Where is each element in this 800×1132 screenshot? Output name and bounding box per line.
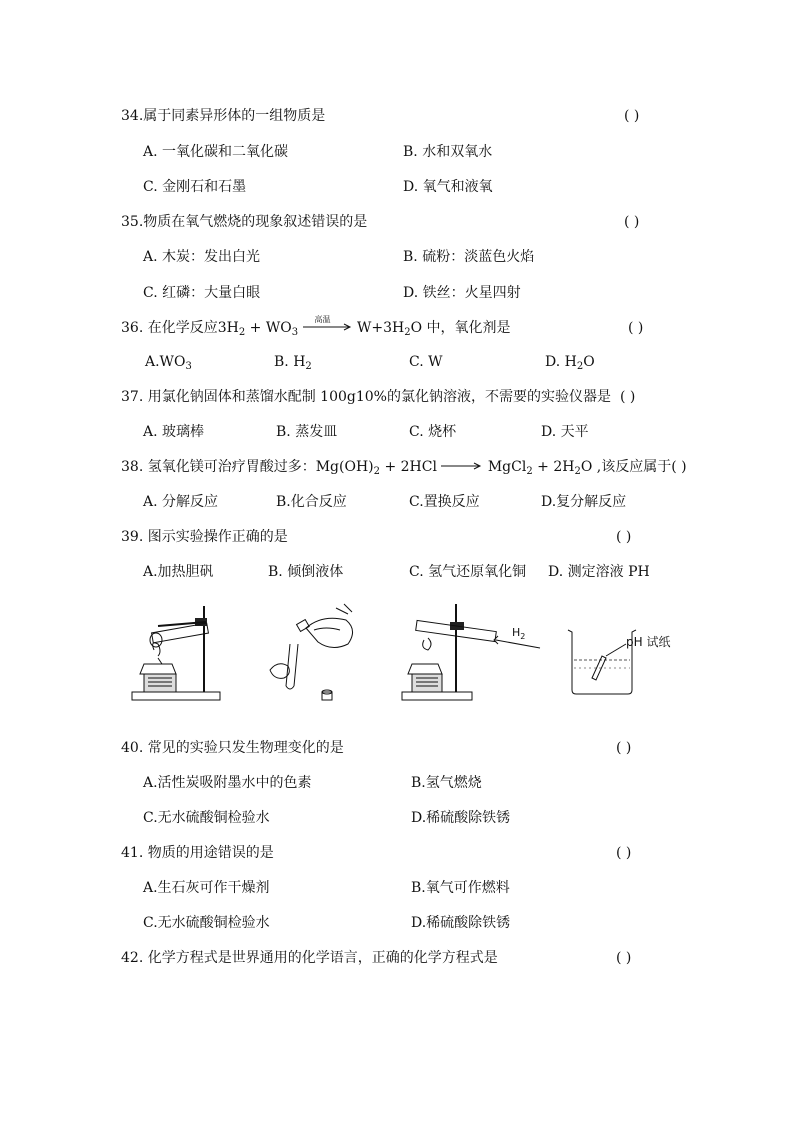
question-42-stem: 42. 化学方程式是世界通用的化学语言，正确的化学方程式是	[121, 950, 498, 966]
question-37-option-c: C. 烧杯	[409, 424, 457, 440]
question-37-stem: 37. 用氯化钠固体和蒸馏水配制 100g10%的氯化钠溶液，不需要的实验仪器是	[121, 389, 611, 405]
question-40-answer-blank[interactable]: ( )	[616, 740, 632, 756]
question-39-option-d: D. 测定溶液 PH	[548, 564, 650, 580]
question-40-option-a: A.活性炭吸附墨水中的色素	[143, 775, 312, 791]
question-39-stem: 39. 图示实验操作正确的是	[121, 529, 288, 545]
question-42-answer-blank[interactable]: ( )	[616, 950, 632, 966]
question-39-answer-blank[interactable]: ( )	[616, 529, 632, 545]
question-40-stem: 40. 常见的实验只发生物理变化的是	[121, 740, 344, 756]
question-35-stem: 35.物质在氧气燃烧的现象叙述错误的是	[121, 214, 368, 230]
reaction-arrow: 高温	[303, 319, 353, 333]
question-38-option-a: A. 分解反应	[143, 494, 219, 510]
question-36-option-a: $A.WO_3$	[145, 354, 192, 372]
question-41-option-a: A.生石灰可作干燥剂	[143, 880, 270, 896]
question-37-option-b: B. 蒸发皿	[276, 424, 338, 440]
question-36-stem: 36. 在化学反应$3H_2 + WO_3$ 高温 $W+3H_2O$ 中，氧化剂是	[121, 315, 511, 338]
question-41-option-b: B.氧气可作燃料	[411, 880, 510, 896]
question-41-option-d: D.稀硫酸除铁锈	[411, 915, 511, 931]
reaction-arrow	[441, 458, 483, 472]
h2-label: $H_2$	[512, 626, 526, 641]
question-41-option-c: C.无水硫酸铜检验水	[143, 915, 270, 931]
question-34-answer-blank[interactable]: ( )	[624, 108, 640, 124]
figure-heating-copper-sulfate	[128, 600, 228, 708]
question-35-option-b: B. 硫粉：淡蓝色火焰	[403, 249, 535, 265]
figure-ph-test	[562, 620, 692, 700]
question-35-option-a: A. 木炭：发出白光	[143, 249, 261, 265]
question-38-stem: 38. 氢氧化镁可治疗胃酸过多：$Mg(OH)_2 + 2HCl$ MgCl$_2$ + $2H_2O$ ,该反应属于( )	[121, 459, 687, 477]
question-38-option-b: B.化合反应	[276, 494, 347, 510]
figure-pouring-liquid	[262, 600, 362, 708]
question-35-option-c: C. 红磷：大量白眼	[143, 285, 261, 301]
question-39-option-b: B. 倾倒液体	[268, 564, 344, 580]
question-36-answer-blank[interactable]: ( )	[628, 320, 644, 336]
question-34-option-d: D. 氧气和液氧	[403, 179, 493, 195]
question-41-answer-blank[interactable]: ( )	[616, 845, 632, 861]
question-34-option-a: A. 一氧化碳和二氧化碳	[143, 144, 289, 160]
question-40-option-b: B.氢气燃烧	[411, 775, 482, 791]
question-41-stem: 41. 物质的用途错误的是	[121, 845, 274, 861]
ph-paper-label: pH 试纸	[626, 635, 671, 649]
question-36-option-c: C. W	[409, 354, 443, 370]
question-38-option-d: D.复分解反应	[541, 494, 627, 510]
question-34-stem: 34.属于同素异形体的一组物质是	[121, 108, 326, 124]
question-40-option-c: C.无水硫酸铜检验水	[143, 810, 270, 826]
question-38-answer-blank[interactable]: )	[676, 459, 687, 475]
question-38-option-c: C.置换反应	[409, 494, 480, 510]
question-35-answer-blank[interactable]: ( )	[624, 214, 640, 230]
question-36-option-b: B. $H_2$	[274, 354, 312, 372]
question-35-option-d: D. 铁丝：火星四射	[403, 285, 521, 301]
question-37-option-d: D. 天平	[541, 424, 589, 440]
question-40-option-d: D.稀硫酸除铁锈	[411, 810, 511, 826]
figure-hydrogen-reduce-copper-oxide	[398, 600, 548, 708]
question-39-option-a: A.加热胆矾	[143, 564, 214, 580]
question-36-option-d: D. $H_2O$	[545, 354, 595, 372]
question-39-option-c: C. 氢气还原氧化铜	[409, 564, 527, 580]
question-37-answer-blank[interactable]: ( )	[620, 389, 636, 405]
question-37-option-a: A. 玻璃棒	[143, 424, 205, 440]
question-34-option-b: B. 水和双氧水	[403, 144, 493, 160]
question-34-option-c: C. 金刚石和石墨	[143, 179, 247, 195]
